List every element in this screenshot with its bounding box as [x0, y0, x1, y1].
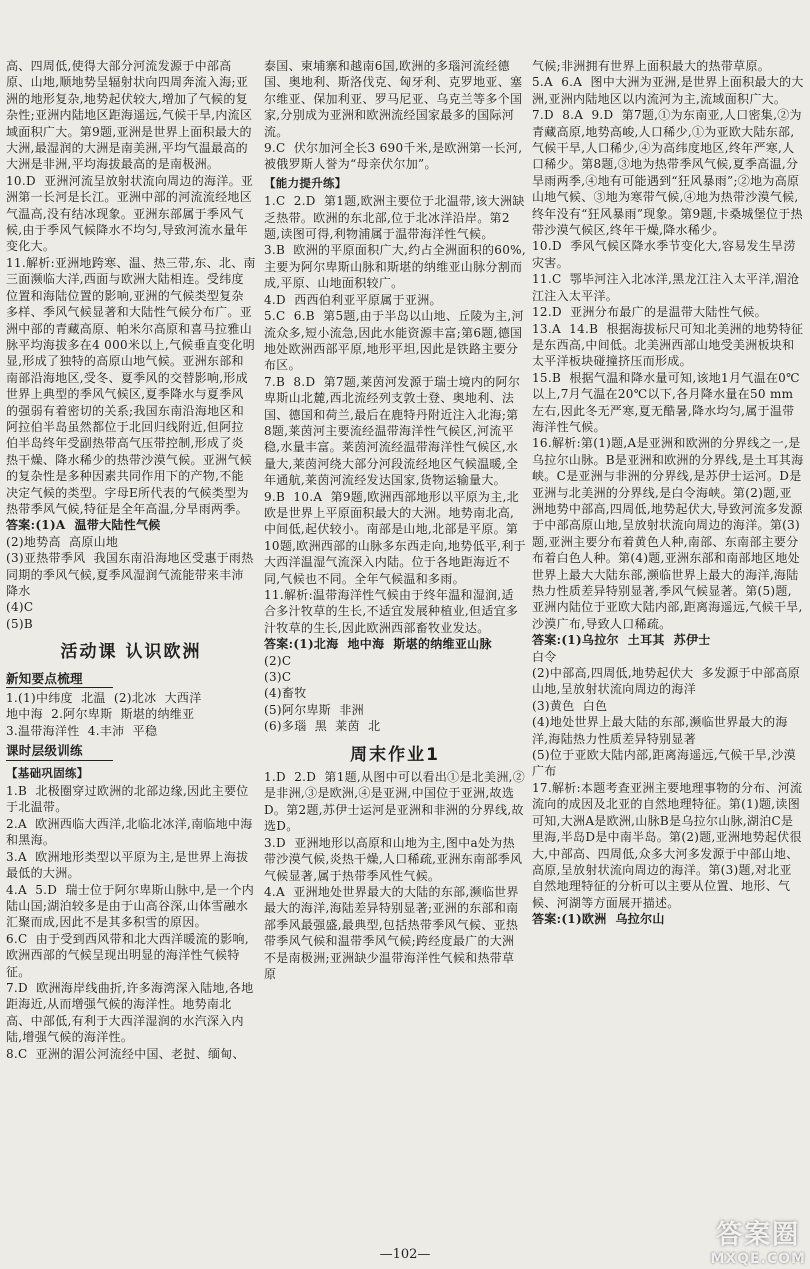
column-right: [532, 58, 804, 928]
answer-item: 4.A 5.D 瑞士位于阿尔卑斯山脉中,是一个内陆山国;湖泊较多是由于山高谷深,山体雪融水汇聚而成,因此不是其多积雪的原因。: [6, 882, 255, 930]
answer-item: 12.D 亚洲分布最广的是温带大陆性气候。: [532, 305, 767, 320]
answer-item: 17.解析:本题考查亚洲主要地理事物的分布、河流流向的成因及北亚的自然地理特征。第(1)题,读图可知,大洲A是欧洲,山脉B是乌拉尔山脉,湖泊C是里海,半岛D是中南半岛。第(2)题,亚洲地势起伏很大,中部高、四周低,众多大河多发源于中部山地、高原,呈放射状流向周边的海洋。第(3)题,对北亚自然地理特征的分析可以主要从位置、地形、气候、河湖等方面展开描述。: [532, 780, 803, 910]
answer-line: 答案:(1)A 温带大陆性气候: [6, 518, 161, 533]
answer-line: (3)C: [264, 670, 292, 685]
answer-line: (3)亚热带季风 我国东南沿海地区受惠于雨热同期的季风气候,夏季风湿润气流能带来丰沛降水: [6, 551, 254, 598]
column-middle: [264, 58, 526, 982]
answer-item: 3.B 欧洲的平原面积广大,约占全洲面积的60%,主要为阿尔卑斯山脉和斯堪的纳维亚山脉分割而成,平原、山地面积较广。: [264, 243, 526, 291]
section-title: 活动课 认识欧洲: [60, 642, 202, 663]
answer-line: 答案:(1)北海 地中海 斯堪的纳维亚山脉: [264, 637, 492, 652]
answer-item: 1.D 2.D 第1题,从图中可以看出①是北美洲,②是非洲,③是欧洲,④是亚洲,中国位于亚洲,故选D。第2题,苏伊士运河是亚洲和非洲的分界线,故选D。: [264, 770, 526, 834]
answer-item: 7.D 欧洲海岸线曲折,许多海湾深入陆地,各地距海近,从而增强气候的海洋性。地势南北高、中部低,有利于大西洋湿润的水汽深入内陆,增强气候的海洋性。: [6, 980, 254, 1045]
paragraph: 泰国、柬埔寨和越南6国,欧洲的多瑙河流经德国、奥地利、斯洛伐克、匈牙利、克罗地亚、塞尔维亚、保加利亚、罗马尼亚、乌克兰等多个国家,分别成为亚洲和欧洲流经国家最多的国际河流。: [264, 59, 523, 139]
answer-line: (2)地势高 高原山地: [6, 534, 119, 549]
watermark-logo: [710, 1214, 806, 1267]
answer-item: 15.B 根据气温和降水量可知,该地1月气温在0℃以上,7月气温在20℃以下,各月降水量在50 mm左右,因此冬无严寒,夏无酷暑,降水均匀,属于温带海洋性气候。: [532, 370, 800, 434]
answer-line: (4)畜牧: [264, 686, 307, 701]
subsection-title: 新知要点梳理: [6, 671, 113, 688]
answer-item: 16.解析:第(1)题,A是亚洲和欧洲的分界线之一,是乌拉尔山脉。B是亚洲和欧洲的分界线,是土耳其海峡。C是亚洲与非洲的分界线,是苏伊士运河。D是亚洲与北美洲的分界线,是白令海峡。第(2)题,亚洲地势中部高,四周低,地势起伏大,导致河流多发源于中部高原山地,呈放射状流向周边的海洋。第(3)题,亚洲主要分布着黄色人种,南部、东南部主要分布着白色人种。第(4)题,亚洲东部和南部地区地处世界上最大大陆东部,濒临世界上最大的海洋,海陆热力性质差异特别显著,季风气候显著。第(5)题,亚洲内陆位于亚欧大陆内部,距离海遥远,气候干旱,沙漠广布,导致人口稀疏。: [532, 436, 804, 631]
answer-line: (2)中部高,四周低,地势起伏大 多发源于中部高原山地,呈放射状流向周边的海洋: [532, 666, 801, 697]
answer-item: 10.D 亚洲河流呈放射状流向周边的海洋。亚洲第一长河是长江。亚洲中部的河流流经地区气温高,没有结冰现象。亚洲东部属于季风气候,由于季风气候降水不均匀,导致河流水量年变化大。: [6, 173, 254, 254]
practice-tag: 【能力提升练】: [264, 175, 347, 190]
answer-item: 11.解析:亚洲地跨寒、温、热三带,东、北、南三面濒临大洋,西面与欧洲大陆相连。受纬度位置和海陆位置的影响,亚洲的气候类型复杂多样、季风气候显著和大陆性气候分布广。亚洲中部的青藏高原、帕米尔高原和喜马拉雅山脉平均海拔多在4 000米以上,气候垂直变化明显,形成了独特的高原山地气候。亚洲东部和南部沿海地区,受冬、夏季风的交替影响,形成世界上典型的季风气候区,夏季降水与夏季风的强弱有着密切的关系;我国东南沿海地区和阿拉伯半岛虽然都位于北回归线附近,但阿拉伯半岛终年受副热带高气压带控制,形成了炎热干燥、降水稀少的热带沙漠气候。亚洲气候的复杂性是多种因素共同作用下的产物,不能决定气候的类型。字母E所代表的气候类型为热带季风气候,特征是全年高温,分旱雨两季。: [6, 255, 256, 516]
answer-item: 10.D 季风气候区降水季节变化大,容易发生旱涝灾害。: [532, 239, 796, 270]
answer-line: 答案:(1)欧洲 乌拉尔山: [532, 912, 665, 927]
answer-line: (2)C: [264, 653, 292, 668]
answer-item: 5.A 6.A 图中大洲为亚洲,是世界上面积最大的大洲,亚洲内陆地区以内流河为主,流域面积广大。: [532, 75, 804, 106]
answer-item: 4.A 亚洲地处世界最大的大陆的东部,濒临世界最大的海洋,海陆差异特别显著;亚洲的东部和南部季风最强盛,最典型,包括热带季风气候、亚热带季风气候和温带季风气候;跨经度最广的大洲不是南极洲;亚洲缺少温带海洋性气候和热带草原: [264, 884, 519, 981]
answer-line: (5)位于亚欧大陆内部,距离海遥远,气候干旱,沙漠广布: [532, 748, 796, 779]
answer-item: 7.B 8.D 第7题,莱茵河发源于瑞士境内的阿尔卑斯山北麓,西北流经列支敦士登、奥地利、法国、德国和荷兰,最后在鹿特丹附近注入北海;第8题,莱茵河主要流经温带海洋性气候区,河流平稳,水量丰富。莱茵河流经温带海洋性气候区,水量大,莱茵河绕大部分河段流经地区气候温暖,全年通航,莱茵河流经发达国家,货物运输量大。: [264, 374, 521, 488]
answer-line: (6)多瑙 黑 莱茵 北: [264, 719, 381, 734]
answer-item: 2.A 欧洲西临大西洋,北临北冰洋,南临地中海和黑海。: [6, 816, 253, 848]
page-number: —102—: [379, 1247, 431, 1262]
answer-item: 9.C 伏尔加河全长3 690千米,是欧洲第一长河,被俄罗斯人誉为“母亲伏尔加”。: [264, 141, 523, 172]
answer-item: 11.解析:温带海洋性气候由于终年温和湿润,适合多汁牧草的生长,不适宜发展种植业,但适宜多汁牧草的生长,因此欧洲西部畜牧业发达。: [264, 588, 519, 635]
column-left: [6, 58, 256, 1062]
answer-line: 白令: [532, 649, 557, 664]
answer-item: 5.C 6.B 第5题,由于半岛以山地、丘陵为主,河流众多,短小流急,因此水能资源丰富;第6题,德国地处欧洲西部平原,地形平坦,因此是铁路主要分布区。: [264, 309, 524, 373]
answer-line: (5)阿尔卑斯 非洲: [264, 702, 364, 717]
answer-item: 13.A 14.B 根据海拔标尺可知北美洲的地势特征是东西高,中间低。北美洲西部山地受美洲板块和太平洋板块碰撞挤压而形成。: [532, 321, 804, 369]
answer-line: (4)地处世界上最大陆的东部,濒临世界最大的海洋,海陆热力性质差异特别显著: [532, 715, 788, 746]
answer-line: (4)C: [6, 600, 34, 615]
paragraph: 高、四周低,使得大部分河流发源于中部高原、山地,顺地势呈辐射状向四周奔流入海;亚洲的地形复杂,地势起伏较大,增加了气候的复杂性;亚洲内陆地区距海遥远,气候干旱,内流区域面积广大。第9题,亚洲是世界上面积最大的大洲,最湿润的大洲是南美洲,平均气温最高的大洲是非洲,平均海拔最高的是南极洲。: [6, 59, 253, 172]
answer-item: 6.C 由于受到西风带和北大西洋暖流的影响,欧洲西部的气候呈现出明显的海洋性气候特征。: [6, 931, 249, 979]
answer-line: 地中海 2.阿尔卑斯 斯堪的纳维亚: [6, 707, 195, 722]
watermark-url: MXQE.COM: [710, 1251, 806, 1267]
section-title: 周末作业1: [350, 744, 440, 765]
answer-item: 3.A 欧洲地形类型以平原为主,是世界上海拔最低的大洲。: [6, 849, 249, 881]
answer-item: 7.D 8.A 9.D 第7题,①为东南亚,人口密集,②为青藏高原,地势高峻,人口稀少,①为亚欧大陆东部,气候干旱,人口稀少,④为高纬度地区,终年严寒,人口稀少。第8题,③地为热带季风气候,夏季高温,分旱雨两季,④地有可能遇到“狂风暴雨”;②地为高原山地气候、③地为寒带气候,④地为热带沙漠气候,终年没有“狂风暴雨”现象。第9题,卡桑城堡位于热带沙漠气候区,终年干燥,降水稀少。: [532, 108, 803, 238]
answer-line: (3)黄色 白色: [532, 698, 608, 713]
answer-line: 3.温带海洋性 4.丰沛 平稳: [6, 723, 158, 738]
subsection-title: 课时层级训练: [6, 743, 113, 760]
answer-line: 1.(1)中纬度 北温 (2)北冰 大西洋: [6, 691, 202, 706]
practice-tag: 【基础巩固练】: [6, 765, 89, 780]
answer-item: 1.C 2.D 第1题,欧洲主要位于北温带,该大洲缺乏热带。欧洲的东北部,位于北冰洋沿岸。第2题,读图可得,利物浦属于温带海洋性气候。: [264, 194, 525, 242]
answer-item: 9.B 10.A 第9题,欧洲西部地形以平原为主,北欧是世界上平原面积最大的大洲。地势南北高,中间低,起伏较小。南部是山地,北部是平原。第10题,欧洲西部的山脉多东西走向,地势低平,利于大西洋温湿气流深入内陆。位于各地距海近不同,气候也不同。全年气候温和多雨。: [264, 489, 526, 586]
answer-item: 11.C 鄂毕河注入北冰洋,黑龙江注入太平洋,湄沧江注入太平洋。: [532, 272, 800, 303]
answer-line: (5)B: [6, 616, 34, 631]
answer-item: 4.D 西西伯利亚平原属于亚洲。: [264, 292, 442, 307]
answer-line: 答案:(1)乌拉尔 土耳其 苏伊士: [532, 633, 711, 648]
watermark-logo-text: 答案圈: [716, 1220, 801, 1250]
answer-item: 1.B 北极圈穿过欧洲的北部边缘,因此主要位于北温带。: [6, 784, 249, 815]
answer-item: 8.C 亚洲的湄公河流经中国、老挝、缅甸、: [6, 1046, 245, 1061]
paragraph: 气候;非洲拥有世界上面积最大的热带草原。: [532, 59, 771, 73]
answer-item: 3.D 亚洲地形以高原和山地为主,图中a处为热带沙漠气候,炎热干燥,人口稀疏,亚洲东南部季风气候显著,属于热带季风性气候。: [264, 835, 523, 883]
